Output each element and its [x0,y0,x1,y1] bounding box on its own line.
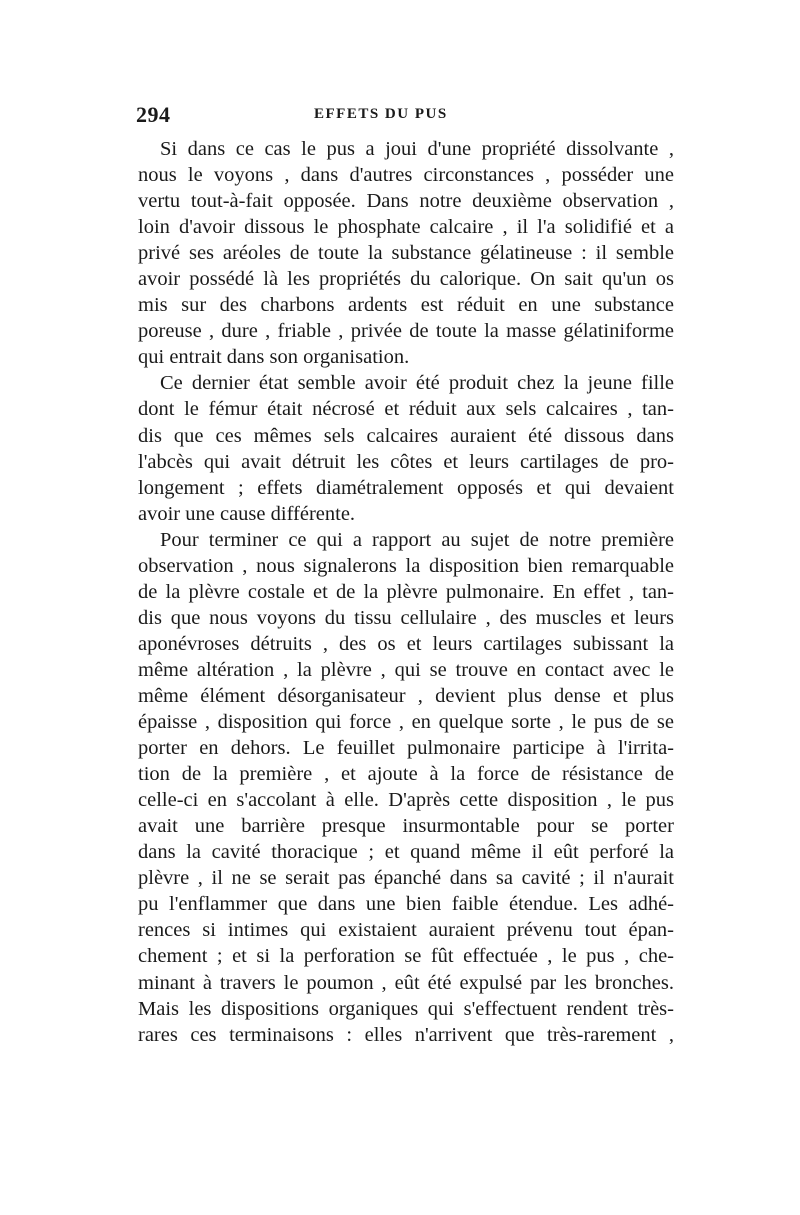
text-line: dis que ces mêmes sels calcaires auraient été dissous dans [138,424,674,447]
text-line: pu l'enflammer que dans une bien faible étendue. Les adhé- [138,893,674,916]
text-line: épaisse , disposition qui force , en quelque sorte , le pus de se [138,711,674,734]
text-line: tion de la première , et ajoute à la force de résistance de [138,763,674,786]
text-line: mis sur des charbons ardents est réduit en une substance [138,294,674,317]
text-line: minant à travers le poumon , eût été expulsé par les bronches. [138,971,674,994]
page-header [136,102,670,130]
text-line: plèvre , il ne se serait pas épanché dans sa cavité ; il n'aurait [138,867,674,890]
text-line: loin d'avoir dissous le phosphate calcaire , il l'a solidifié et a [138,216,674,239]
text-line: Pour terminer ce qui a rapport au sujet de notre première [160,528,674,551]
text-line: rares ces terminaisons : elles n'arrivent que très-rarement , [138,1023,674,1046]
text-line: Ce dernier état semble avoir été produit chez la jeune fille [160,372,674,395]
text-line: vertu tout-à-fait opposée. Dans notre deuxième observation , [138,190,674,213]
text-line: avait une barrière presque insurmontable pour se porter [138,815,674,838]
text-line: Mais les dispositions organiques qui s'effectuent rendent très- [138,997,674,1020]
text-line: observation , nous signalerons la disposition bien remarquable [138,554,674,577]
text-line: même altération , la plèvre , qui se trouve en contact avec le [138,658,674,681]
text-line: dis que nous voyons du tissu cellulaire , des muscles et leurs [138,606,674,629]
text-line: de la plèvre costale et de la plèvre pulmonaire. En effet , tan- [138,580,674,603]
text-line: privé ses aréoles de toute la substance gélatineuse : il semble [138,242,674,265]
text-line: qui entrait dans son organisation. [138,346,410,369]
text-line: même élément désorganisateur , devient plus dense et plus [138,684,674,707]
text-line: dont le fémur était nécrosé et réduit aux sels calcaires , tan- [138,398,674,421]
text-line: rences si intimes qui existaient auraient prévenu tout épan- [138,919,674,942]
text-line: celle-ci en s'accolant à elle. D'après cette disposition , le pus [138,789,674,812]
running-title: EFFETS DU PUS [314,106,448,122]
text-line: l'abcès qui avait détruit les côtes et leurs cartilages de pro- [138,450,674,473]
text-line: aponévroses détruits , des os et leurs cartilages subissant la [138,632,674,655]
text-line: porter en dehors. Le feuillet pulmonaire participe à l'irrita- [138,737,674,760]
text-line: avoir une cause différente. [138,502,356,525]
text-line: avoir possédé là les propriétés du calorique. On sait qu'un os [138,268,674,291]
text-line: longement ; effets diamétralement opposés et qui devaient [138,476,674,499]
body-text [138,136,674,1048]
text-line: poreuse , dure , friable , privée de toute la masse gélatiniforme [138,320,674,343]
text-line: nous le voyons , dans d'autres circonstances , posséder une [138,164,674,187]
text-line: dans la cavité thoracique ; et quand même il eût perforé la [138,841,674,864]
text-line: Si dans ce cas le pus a joui d'une propriété dissolvante , [160,138,674,160]
page-number: 294 [136,102,171,127]
text-line: chement ; et si la perforation se fût effectuée , le pus , che- [138,945,674,968]
